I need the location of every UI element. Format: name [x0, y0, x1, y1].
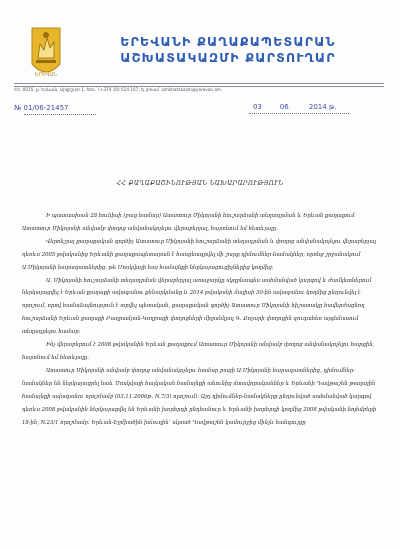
- body-paragraph: Ի պատասխան 28 հունիսի (բաց համար) Ատատուր Միկոյանի հուշարձանի տեղադրման և Երևան քաղաքում Ատատուր Միկոյանի անվամբ փողոց անվանակոչելու վերաբերյալ, հայտնում եմ հետևյալը.: [22, 213, 355, 232]
- logo-caption: ԵՐԵՎԱՆ: [34, 72, 58, 78]
- ref-value: 01/06-21457: [23, 104, 69, 112]
- year-suffix: թ.: [328, 103, 337, 111]
- date-month: 06: [279, 103, 289, 111]
- body-paragraph: Ա. Միկոյանի հուշարձանի տեղադրման վերաբերյալ առաջարկը սկզբնապես սահմանված կարգով և ժամկետներում ներկայացվել է Երևան քաղաքի ավագանու քննարկմանը և 2014 թվականի մայիսի 30-ին ավագանու կողմից ընդունվել է որոշում, որով համաձայնություն է տրվել պետական, քաղաքական գործիչ Ատատուր Միկոյանի հիշատակը հավերժացնող հուշարձանի Երևան քաղաքի Բաղրամյան-Կողբացի փողոցների միջանկյալ Գ. Քոչարի փողոցին զուգահեռ այգեմասում տեղադրելու համար:: [22, 277, 372, 336]
- org-line-2: ԱՇԽԱՏԱԿԱԶՄԻ ՔԱՐՏՈՒՂԱՐ: [120, 50, 336, 65]
- date-year-prefix: 201: [308, 103, 323, 111]
- date-year-digit: 4: [322, 103, 327, 111]
- address-line: ՀՀ, 0015, ք. Երևան, Արգիշտի 1, հեռ.՝ (+374 10) 514 167, էլ.փոստ՝ ashkhatakazm@yerevan.am: [14, 87, 221, 92]
- letter-date: [253, 103, 336, 111]
- organization-name: [78, 34, 378, 66]
- body-paragraph: Վերոնշյալ քաղաքական գործիչ Ատատուր Միկոյանի հուշարձանի տեղադրման և փողոց անվանակոչելու վերաբերյալ դեռևս 2005 թվականից Երևանի քաղաքապետարան է հասցեագրվել մի շարք դիմումներ-նամակներ, որոնց շրջանակում Ա.Միկոյանի հարազատներից, թե Մոսկվայի հայ համայնքի ներկայացուցիչներից կողմից:: [22, 238, 376, 271]
- ref-label: №: [14, 104, 22, 112]
- org-line-1: ԵՐԵՎԱՆԻ ՔԱՂԱՔԱՊԵՏԱՐԱՆ: [120, 34, 336, 49]
- ref-underline: [24, 114, 96, 115]
- yerevan-emblem-icon: [26, 24, 66, 84]
- date-underline: [249, 113, 349, 114]
- recipient-heading: ՀՀ ՔԱՂԱՔԱՇԻՆՈՒԹՅԱՆ ՆԱԽԱՐԱՐՈՒԹՅՈՒՆ: [116, 180, 284, 187]
- letter-body: [22, 210, 378, 429]
- header-rule-top: [14, 83, 384, 84]
- reference-number: [14, 104, 68, 112]
- body-paragraph: Ինչ վերաբերում է 2008 թվականին Երևան քաղաքում Ատատուր Միկոյանի անվամբ փողոց անվանակոչելու հարցին, հայտնում եմ հետևյալը.: [22, 342, 375, 361]
- date-day: 03: [253, 103, 262, 111]
- body-paragraph: Ատատուր Միկոյանի անվամբ փողոց անվանակոչելու համար բացի Ա.Միկոյանի հարազատներից, դիմումներ-նամակներ են ներկայացրել նաև Մոսկվայի հայկական համայնքի անունից մտավորականներ և Երևանի Դավթաշեն թաղային համայնքի ավագանու որոշմամբ (03.11.2006թ. N.7/3) որոշում): Այդ դիմումներ-նամակները ընդունված սահմանված կարգով դեռևս 2008 թվականին ներկայացվել են Երևանի խորհրդի ընդհանուր և Երևանի խորհրդի կողմից 2008 թվականի նոյեմբերի 18-ին, N.23/1 որոշմամբ: Երևան-Էջմիածին խճուղին՝ սկսած Դավթաշեն կամուրջից մինչև հանգույցը: [22, 367, 377, 426]
